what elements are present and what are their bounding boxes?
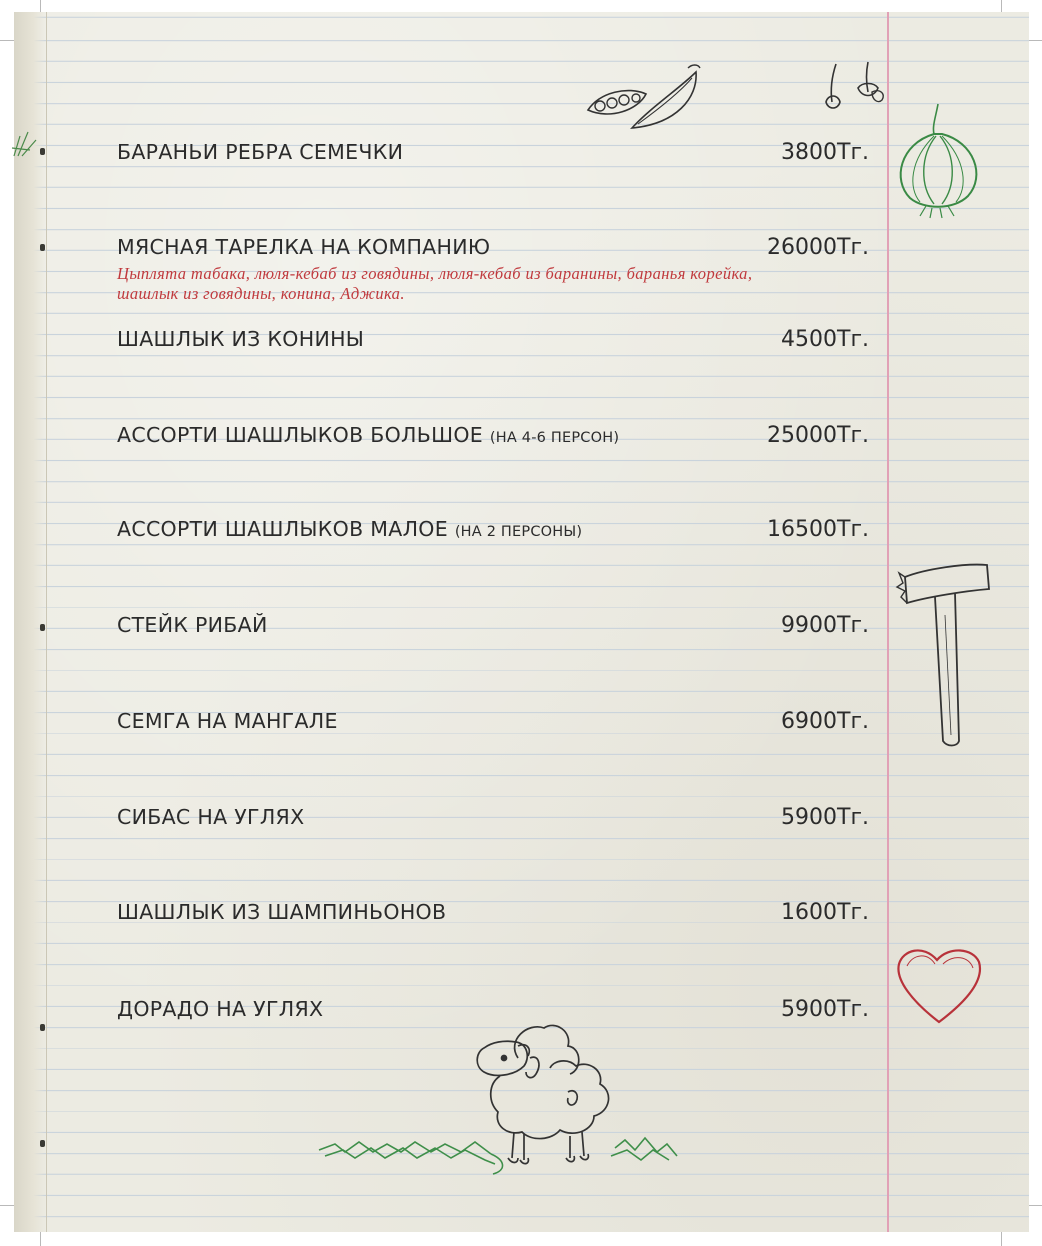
binding-hole (40, 1140, 45, 1147)
menu-item-name: АССОРТИ ШАШЛЫКОВ БОЛЬШОЕ (НА 4-6 ПЕРСОН) (117, 423, 620, 447)
menu-item-price: 3800Тг. (781, 140, 869, 165)
menu-item-price: 26000Тг. (767, 235, 869, 260)
sheep-icon (470, 1018, 640, 1168)
menu-item-price: 25000Тг. (767, 423, 869, 448)
menu-item (117, 613, 869, 638)
menu-item (117, 140, 869, 165)
grass-tuft-icon (10, 128, 40, 158)
menu-item-price: 16500Тг. (767, 517, 869, 542)
menu-item (117, 709, 869, 734)
menu-item (117, 235, 869, 304)
menu-item-name: ШАШЛЫК ИЗ ШАМПИНЬОНОВ (117, 900, 447, 924)
menu-item (117, 805, 869, 830)
menu-item-name: БАРАНЬИ РЕБРА СЕМЕЧКИ (117, 140, 404, 164)
menu-item-name: СЕМГА НА МАНГАЛЕ (117, 709, 338, 733)
menu-item (117, 423, 869, 448)
binding-hole (40, 148, 45, 155)
menu-item-price: 6900Тг. (781, 709, 869, 734)
margin-line (887, 12, 889, 1232)
binding-hole (40, 624, 45, 631)
hammer-icon (895, 555, 995, 755)
menu-item (117, 327, 869, 352)
menu-item-name: АССОРТИ ШАШЛЫКОВ МАЛОЕ (НА 2 ПЕРСОНЫ) (117, 517, 583, 541)
menu-item-price: 1600Тг. (781, 900, 869, 925)
cloves-icon (822, 58, 892, 118)
menu-item-name: ДОРАДО НА УГЛЯХ (117, 997, 324, 1021)
menu-item-price: 9900Тг. (781, 613, 869, 638)
heart-icon (893, 942, 988, 1027)
menu-item-price: 4500Тг. (781, 327, 869, 352)
menu-item-name: МЯСНАЯ ТАРЕЛКА НА КОМПАНИЮ (117, 235, 491, 259)
menu-item (117, 900, 869, 925)
menu-item-name: СТЕЙК РИБАЙ (117, 613, 268, 637)
menu-item-name: ШАШЛЫК ИЗ КОНИНЫ (117, 327, 365, 351)
binding-hole (40, 244, 45, 251)
peas-icon (580, 58, 710, 138)
menu-item (117, 997, 869, 1022)
menu-item-price: 5900Тг. (781, 997, 869, 1022)
menu-item-name: СИБАС НА УГЛЯХ (117, 805, 305, 829)
menu-item-price: 5900Тг. (781, 805, 869, 830)
menu-item-description: Цыплята табака, люля-кебаб из говядины, люля-кебаб из баранины, баранья корейка, шашлык из говядины, конина, Аджика. (117, 264, 753, 303)
binding-hole (40, 1024, 45, 1031)
menu-item (117, 517, 869, 542)
onion-icon (890, 100, 985, 220)
notebook-spine (14, 12, 47, 1232)
